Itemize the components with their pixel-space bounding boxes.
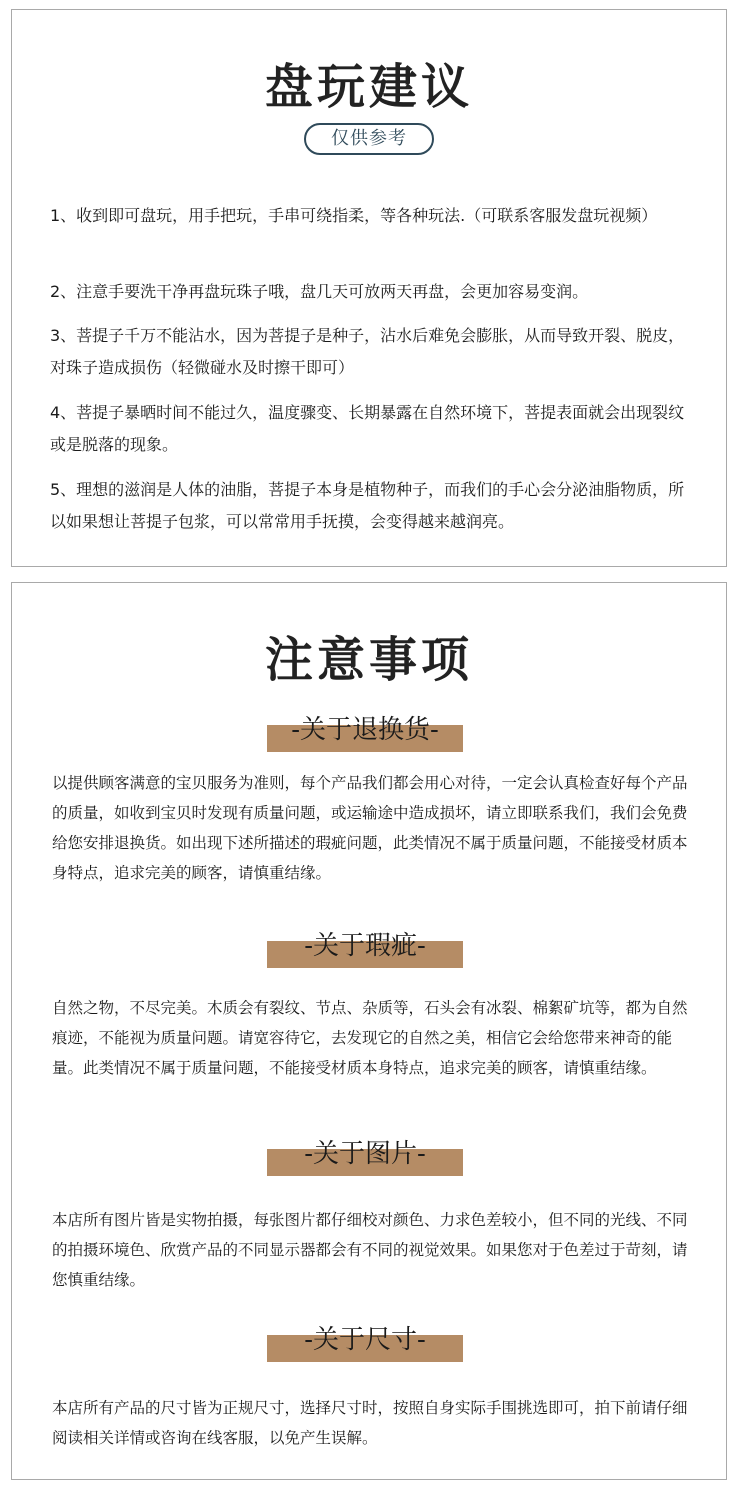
notices-title: 注意事项 <box>264 632 473 688</box>
photos-heading-banner <box>267 1139 463 1176</box>
suggestions-title: 盘玩建议 <box>264 59 473 115</box>
size-text: 本店所有产品的尺寸皆为正规尺寸，选择尺寸时，按照自身实际手围挑选即可，拍下前请仔细阅读相关详情或咨询在线客服，以免产生误解。 <box>52 1399 688 1447</box>
size-heading-banner <box>267 1325 463 1362</box>
tip-3: 3、菩提子千万不能沾水，因为菩提子是种子，沾水后难免会膨胀，从而导致开裂、脱皮，对珠子造成损伤（轻微碰水及时擦干即可） <box>50 326 685 377</box>
flaws-text: 自然之物，不尽完美。木质会有裂纹、节点、杂质等，石头会有冰裂、棉絮矿坑等，都为自然痕迹，不能视为质量问题。请宽容待它，去发现它的自然之美，相信它会给您带来神奇的能量。此类情况不属于质量问题，不能接受材质本身特点，追求完美的顾客，请慎重结缘。 <box>52 999 688 1077</box>
tip-4: 4、菩提子暴晒时间不能过久，温度骤变、长期暴露在自然环境下，菩提表面就会出现裂纹或是脱落的现象。 <box>50 403 685 454</box>
flaws-heading: -关于瑕疵- <box>304 931 426 961</box>
reference-only-badge: 仅供参考 <box>304 123 434 155</box>
photos-heading: -关于图片- <box>304 1139 426 1169</box>
tip-2: 2、注意手要洗干净再盘玩珠子哦，盘几天可放两天再盘，会更加容易变润。 <box>50 282 589 301</box>
flaws-heading-banner <box>267 931 463 968</box>
returns-heading-banner <box>267 715 463 752</box>
returns-heading: -关于退换货- <box>291 715 439 745</box>
tip-5: 5、理想的滋润是人体的油脂，菩提子本身是植物种子，而我们的手心会分泌油脂物质，所以如果想让菩提子包浆，可以常常用手抚摸，会变得越来越润亮。 <box>50 480 685 531</box>
suggestions-card <box>11 9 727 567</box>
photos-text: 本店所有图片皆是实物拍摄，每张图片都仔细校对颜色、力求色差较小，但不同的光线、不同的拍摄环境色、欣赏产品的不同显示器都会有不同的视觉效果。如果您对于色差过于苛刻，请您慎重结缘。 <box>52 1211 688 1289</box>
returns-text: 以提供顾客满意的宝贝服务为准则，每个产品我们都会用心对待，一定会认真检查好每个产品的质量，如收到宝贝时发现有质量问题，或运输途中造成损坏，请立即联系我们，我们会免费给您安排退换货。如出现下述所描述的瑕疵问题，此类情况不属于质量问题，不能接受材质本身特点，追求完美的顾客，请慎重结缘。 <box>52 774 688 882</box>
size-heading: -关于尺寸- <box>304 1325 426 1355</box>
notices-card <box>11 582 727 1480</box>
tip-1: 1、收到即可盘玩，用手把玩，手串可绕指柔，等各种玩法.（可联系客服发盘玩视频） <box>50 206 658 225</box>
